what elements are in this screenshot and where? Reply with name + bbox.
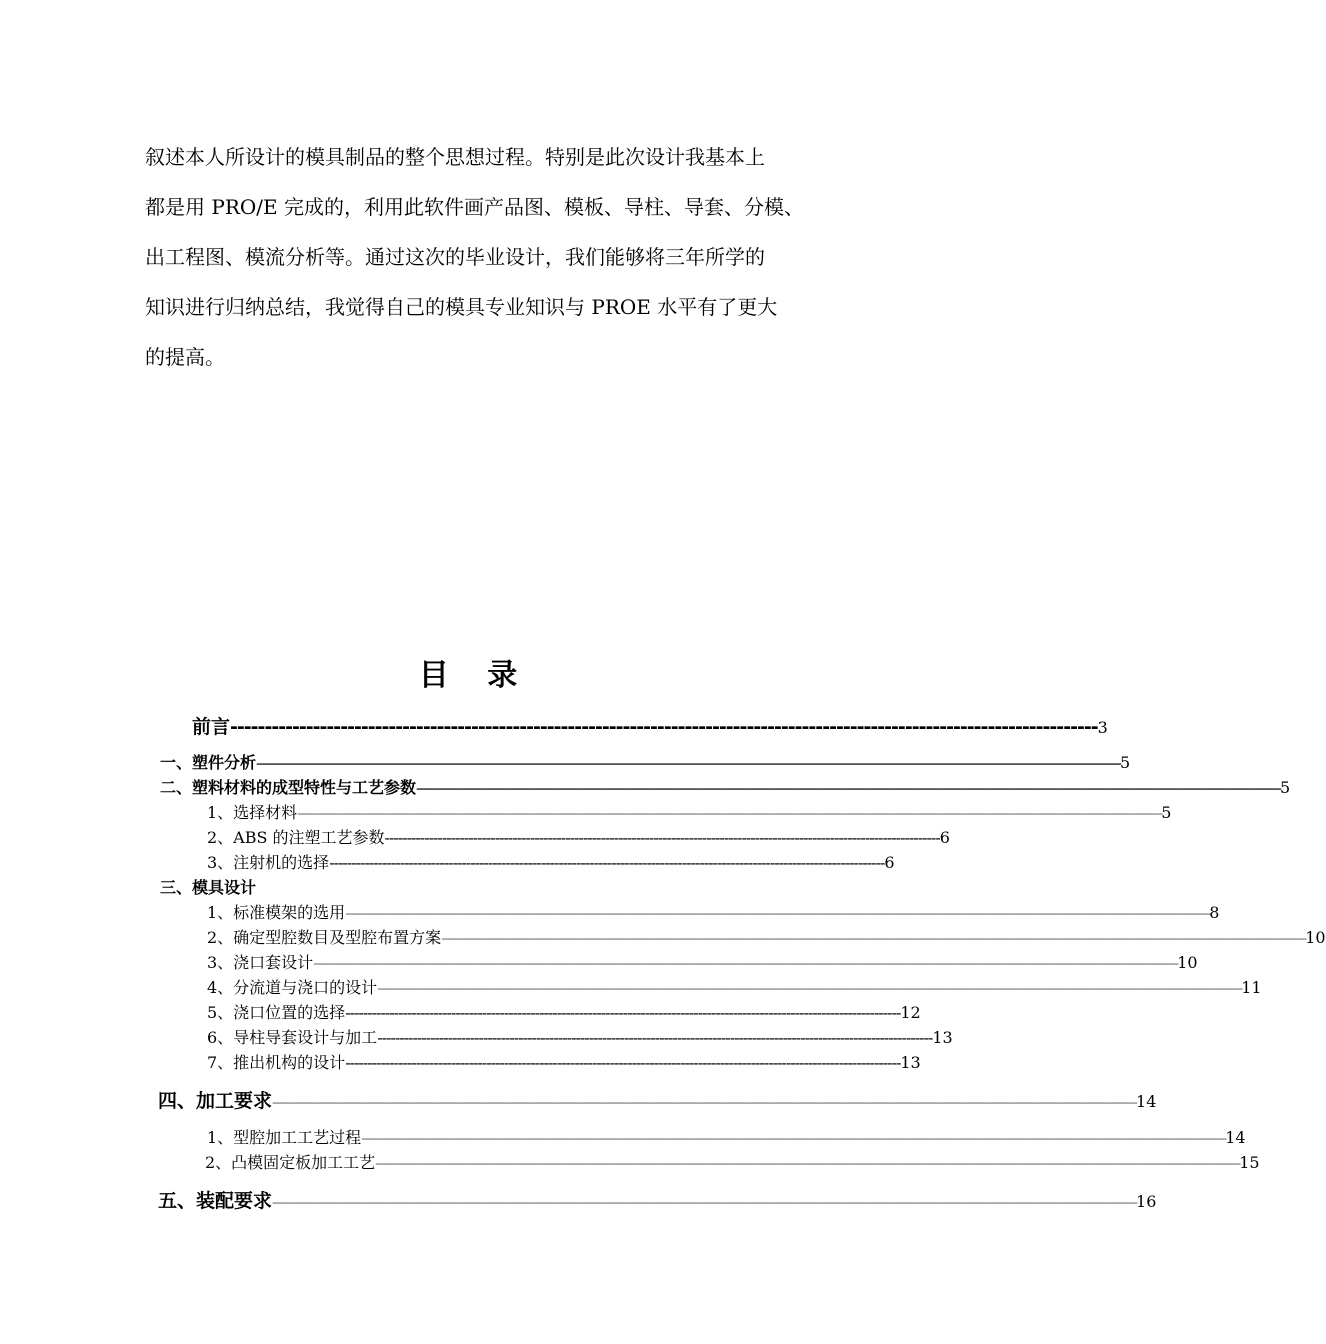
toc-leader: ------------------------------------------------------------------------------------------------------------------------------	[230, 716, 1098, 738]
toc-entry-label: 1、标准模架的选用	[207, 903, 346, 922]
toc-entry-section[interactable]	[205, 1150, 1260, 1173]
toc-entry-label: 3、浇口套设计	[207, 953, 314, 972]
toc-page-number: 15	[1239, 1153, 1260, 1172]
intro-paragraph	[145, 132, 865, 382]
toc-page-number: 6	[939, 828, 950, 847]
toc-leader: ————————————————————————————————————————————————————————————————————————	[297, 806, 1162, 822]
toc-entry-label: 2、凸模固定板加工工艺	[205, 1153, 376, 1172]
toc-entry-section[interactable]	[207, 975, 1262, 998]
toc-leader: ————————————————————————————————————————————————————————————————————————	[441, 931, 1306, 947]
intro-line: 知识进行归纳总结，我觉得自己的模具专业知识与 PROE 水平有了更大	[145, 295, 778, 319]
toc-page-number: 14	[1225, 1128, 1246, 1147]
toc-leader: ————————————————————————————————————————————————————————————————————————	[272, 1095, 1137, 1111]
toc-entry-label: 2、ABS 的注塑工艺参数	[207, 828, 385, 847]
toc-page-number: 13	[932, 1028, 953, 1047]
intro-line: 都是用 PRO/E 完成的，利用此软件画产品图、模板、导柱、导套、分模、	[145, 195, 804, 219]
toc-entry-section[interactable]	[207, 1000, 921, 1023]
toc-entry-chapter-5[interactable]	[158, 1186, 1157, 1213]
toc-page-number: 3	[1097, 718, 1108, 737]
toc-leader: ————————————————————————————————————————————————————————————————————————	[375, 1156, 1240, 1172]
toc-entry-section[interactable]	[207, 950, 1198, 973]
toc-entry-section[interactable]	[207, 1050, 921, 1073]
toc-entry-label: 3、注射机的选择	[207, 853, 330, 872]
toc-entry-section[interactable]	[207, 925, 1326, 948]
toc-entry-preface[interactable]	[192, 712, 1108, 739]
toc-leader: ————————————————————————————————————————————————————————————————————————	[256, 756, 1121, 772]
intro-line: 出工程图、模流分析等。通过这次的毕业设计，我们能够将三年所学的	[145, 245, 765, 269]
toc-entry-label: 二、塑料材料的成型特性与工艺参数	[160, 778, 417, 797]
toc-entry-label: 2、确定型腔数目及型腔布置方案	[207, 928, 442, 947]
toc-entry-label: 一、塑件分析	[160, 753, 257, 772]
toc-entry-section[interactable]	[207, 1025, 953, 1048]
toc-entry-section[interactable]	[207, 800, 1172, 823]
toc-leader: ————————————————————————————————————————————————————————————————————————	[377, 981, 1242, 997]
toc-entry-label: 五、装配要求	[158, 1190, 273, 1212]
toc-page-number: 16	[1136, 1192, 1157, 1211]
toc-page-number: 11	[1241, 978, 1262, 997]
toc-page-number: 5	[1280, 778, 1291, 797]
toc-entry-chapter-2[interactable]	[160, 775, 1291, 798]
toc-page-number: 8	[1209, 903, 1220, 922]
toc-leader: ------------------------------------------------------------------------------------------------------------------------------	[384, 828, 940, 847]
toc-entry-label: 前言	[192, 716, 231, 738]
toc-entry-section[interactable]	[207, 850, 895, 873]
toc-entry-label: 四、加工要求	[158, 1090, 273, 1112]
toc-page-number: 5	[1161, 803, 1172, 822]
toc-page-number: 14	[1136, 1092, 1157, 1111]
toc-page-number: 5	[1120, 753, 1131, 772]
toc-page-number: 10	[1177, 953, 1198, 972]
toc-entry-label: 4、分流道与浇口的设计	[207, 978, 378, 997]
toc-leader: ————————————————————————————————————————————————————————————————————————	[272, 1195, 1137, 1211]
toc-leader: ————————————————————————————————————————————————————————————————————————	[416, 781, 1281, 797]
toc-entry-label: 1、选择材料	[207, 803, 298, 822]
toc-entry-section[interactable]	[207, 825, 950, 848]
toc-entry-label: 5、浇口位置的选择	[207, 1003, 346, 1022]
toc-entry-section[interactable]	[207, 1125, 1246, 1148]
toc-entry-label: 1、型腔加工工艺过程	[207, 1128, 362, 1147]
toc-leader: ------------------------------------------------------------------------------------------------------------------------------	[377, 1028, 933, 1047]
toc-page-number: 6	[884, 853, 895, 872]
toc-leader: ————————————————————————————————————————————————————————————————————————	[313, 956, 1178, 972]
toc-entry-label: 7、推出机构的设计	[207, 1053, 346, 1072]
toc-leader: ------------------------------------------------------------------------------------------------------------------------------	[345, 1003, 901, 1022]
toc-entry-label: 三、模具设计	[160, 878, 257, 897]
toc-entry-chapter-4[interactable]	[158, 1086, 1157, 1113]
toc-page-number: 12	[900, 1003, 921, 1022]
toc-entry-label: 6、导柱导套设计与加工	[207, 1028, 378, 1047]
toc-entry-chapter-1[interactable]	[160, 750, 1131, 773]
toc-leader: ————————————————————————————————————————————————————————————————————————	[361, 1131, 1226, 1147]
toc-title: 目 录	[418, 658, 532, 693]
toc-entry-chapter-3[interactable]	[160, 875, 792, 898]
toc-page-number: 13	[900, 1053, 921, 1072]
toc-leader: ------------------------------------------------------------------------------------------------------------------------------	[345, 1053, 901, 1072]
intro-line: 叙述本人所设计的模具制品的整个思想过程。特别是此次设计我基本上	[145, 145, 765, 169]
toc-leader: ————————————————————————————————————————————————————————————————————————	[345, 906, 1210, 922]
intro-line: 的提高。	[145, 345, 225, 369]
toc-page-number: 10	[1305, 928, 1326, 947]
toc-entry-section[interactable]	[207, 900, 1220, 923]
toc-leader: ------------------------------------------------------------------------------------------------------------------------------	[329, 853, 885, 872]
